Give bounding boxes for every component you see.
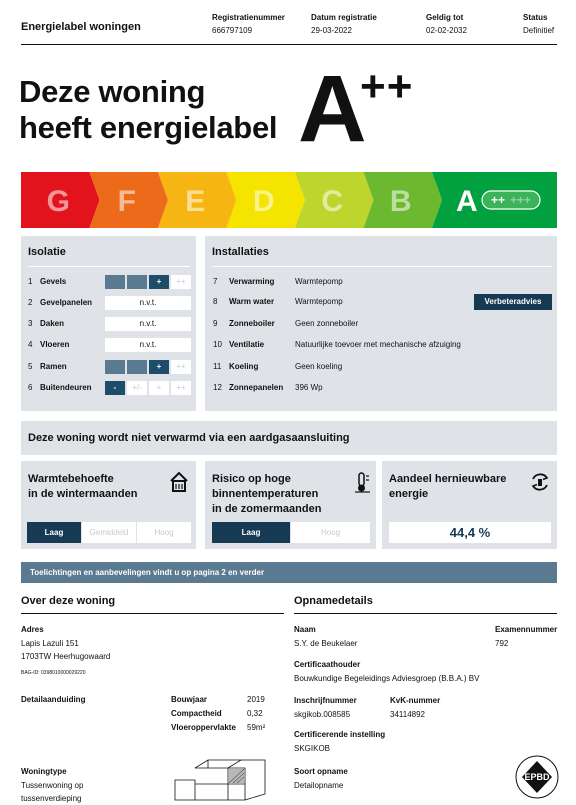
aardgas-notice: Deze woning wordt niet verwarmd via een aardgasaansluiting (21, 421, 557, 455)
gevels-seg-3: + (149, 275, 169, 289)
kvk-value: 34114892 (390, 710, 425, 719)
scale-letter-f: F (117, 185, 136, 218)
certificerende-instelling-label: Certificerende instelling (294, 730, 386, 739)
document-header (21, 13, 557, 45)
vloeroppervlakte-value: 59m² (247, 723, 266, 732)
installatie-row-zonnepanelen: 12 Zonnepanelen 396 Wp (213, 383, 323, 392)
gevels-seg-4: ++ (171, 275, 191, 289)
over-woning-divider (21, 613, 284, 614)
isolatie-row-gevelpanelen: 2 Gevelpanelen (28, 298, 93, 307)
warmte-option-laag: Laag (27, 522, 81, 543)
energy-scale-svg (21, 172, 557, 228)
ramen-seg-2 (127, 360, 147, 374)
naam-label: Naam (294, 625, 316, 634)
scale-segment-g (21, 172, 100, 228)
warmte-option-hoog: Hoog (137, 522, 191, 543)
warmte-option-gemiddeld: Gemiddeld (82, 522, 136, 543)
scale-segment-a (432, 172, 557, 228)
examennummer-value: 792 (495, 639, 509, 648)
hernieuwbare-energie-box: Aandeel hernieuwbare energie (382, 461, 557, 549)
installatie-row-warm-water: 8 Warm water Warmtepomp (213, 297, 343, 306)
registratienummer-field: Registratienummer 666797109 (212, 13, 285, 35)
energy-label-scale (21, 172, 557, 228)
inschrijfnummer-value: skgikob.008585 (294, 710, 351, 719)
adres-line-2: 1703TW Heerhugowaard (21, 652, 111, 661)
examennummer-label: Examennummer (495, 625, 558, 634)
thermometer-icon (353, 471, 371, 493)
isolatie-row-vloeren: 4 Vloeren (28, 340, 70, 349)
opnamedetails-title: Opnamedetails (294, 595, 373, 607)
compactheid-value: 0,32 (247, 709, 263, 718)
gevels-seg-1 (105, 275, 125, 289)
scale-letter-b: B (389, 185, 412, 218)
scale-segment-c (295, 172, 374, 228)
bag-id: BAG-ID: 0398010000029220 (21, 670, 86, 676)
scale-letter-d: D (252, 185, 275, 218)
installatie-row-ventilatie: 10 Ventilatie Natuurlijke toevoer met mechanische afzuiging (213, 340, 461, 349)
isolatie-row-gevels: 1 Gevels (28, 277, 67, 286)
scale-letter-e: E (185, 185, 206, 218)
isolatie-row-ramen: 5 Ramen (28, 362, 67, 371)
renewable-energy-icon (529, 471, 551, 493)
buitendeuren-seg-4: ++ (171, 381, 191, 395)
scale-segment-d (227, 172, 306, 228)
over-woning-title: Over deze woning (21, 595, 116, 607)
certificerende-instelling-value: SKGIKOB (294, 744, 331, 753)
gevels-seg-2 (127, 275, 147, 289)
scale-active-plus: ++ (491, 193, 506, 207)
epbd-logo-icon (514, 754, 560, 800)
verbeteradvies-button[interactable]: Verbeteradvies (474, 294, 552, 310)
document-title: Energielabel woningen (21, 21, 141, 33)
scale-letter-a: A (456, 185, 478, 218)
scale-letter-c: C (321, 185, 344, 218)
installatie-row-koeling: 11 Koeling Geen koeling (213, 362, 343, 371)
isolatie-title: Isolatie (28, 246, 66, 258)
soort-opname-label: Soort opname (294, 767, 348, 776)
status-field: Status Definitief (523, 13, 555, 35)
ramen-seg-1 (105, 360, 125, 374)
scale-segment-b (364, 172, 443, 228)
risico-option-hoog: Hoog (291, 522, 370, 543)
certificaathouder-label: Certificaathouder (294, 660, 361, 669)
installatie-row-zonneboiler: 9 Zonneboiler Geen zonneboiler (213, 319, 359, 328)
energy-label-letter: A (298, 56, 365, 162)
certificaathouder-value: Bouwkundige Begeleidings Adviesgroep (B.B.A.) BV (294, 674, 480, 683)
isolatie-row-daken: 3 Daken (28, 319, 65, 328)
datum-registratie-field: Datum registratie 29-03-2022 (311, 13, 377, 35)
soort-opname-value: Detailopname (294, 781, 344, 790)
woningtype-line-1: Tussenwoning op (21, 781, 84, 790)
adres-label: Adres (21, 625, 44, 634)
buitendeuren-seg-1: - (105, 381, 125, 395)
isolatie-divider (28, 266, 190, 267)
scale-segment-e (158, 172, 237, 228)
opnamedetails-divider (294, 613, 557, 614)
installatie-row-verwarming: 7 Verwarming Warmtepomp (213, 277, 343, 286)
naam-value: S.Y. de Beukelaer (294, 639, 358, 648)
svg-text:EPBD: EPBD (524, 772, 550, 782)
gevelpanelen-value: n.v.t. (105, 296, 191, 310)
warmtebehoefte-box: Warmtebehoefte in de wintermaanden (21, 461, 196, 549)
installaties-title: Installaties (212, 246, 269, 258)
ramen-seg-4: ++ (171, 360, 191, 374)
vloeroppervlakte-label: Vloeroppervlakte (171, 723, 236, 732)
risico-option-laag: Laag (212, 522, 290, 543)
adres-line-1: Lapis Lazuli 151 (21, 639, 79, 648)
daken-value: n.v.t. (105, 317, 191, 331)
buitendeuren-seg-2: +/- (127, 381, 147, 395)
woningtype-building-icon (173, 752, 278, 802)
ramen-seg-3: + (149, 360, 169, 374)
scale-active-plus-extra: +++ (510, 193, 532, 207)
house-heating-icon (169, 471, 189, 493)
compactheid-label: Compactheid (171, 709, 222, 718)
energy-label-plus: ++ (360, 62, 414, 111)
inschrijfnummer-label: Inschrijfnummer (294, 696, 357, 705)
vloeren-value: n.v.t. (105, 338, 191, 352)
kvk-label: KvK-nummer (390, 696, 441, 705)
woningtype-line-2: tussenverdieping (21, 794, 82, 803)
buitendeuren-seg-3: + (149, 381, 169, 395)
bouwjaar-label: Bouwjaar (171, 695, 208, 704)
header-divider (21, 44, 557, 45)
isolatie-row-buitendeuren: 6 Buitendeuren (28, 383, 92, 392)
toelichting-notice: Toelichtingen en aanbevelingen vindt u op pagina 2 en verder (21, 562, 557, 583)
installaties-divider (212, 266, 552, 267)
bouwjaar-value: 2019 (247, 695, 265, 704)
headline: Deze woning heeft energielabel (19, 74, 278, 145)
hernieuwbaar-value: 44,4 % (389, 522, 551, 543)
risico-box: Risico op hoge binnentemperaturen in de zomermaanden (205, 461, 376, 549)
geldig-tot-field: Geldig tot 02-02-2032 (426, 13, 467, 35)
scale-letter-g: G (46, 185, 70, 218)
woningtype-label: Woningtype (21, 767, 67, 776)
scale-segment-f (90, 172, 169, 228)
detailaanduiding-label: Detailaanduiding (21, 695, 86, 704)
